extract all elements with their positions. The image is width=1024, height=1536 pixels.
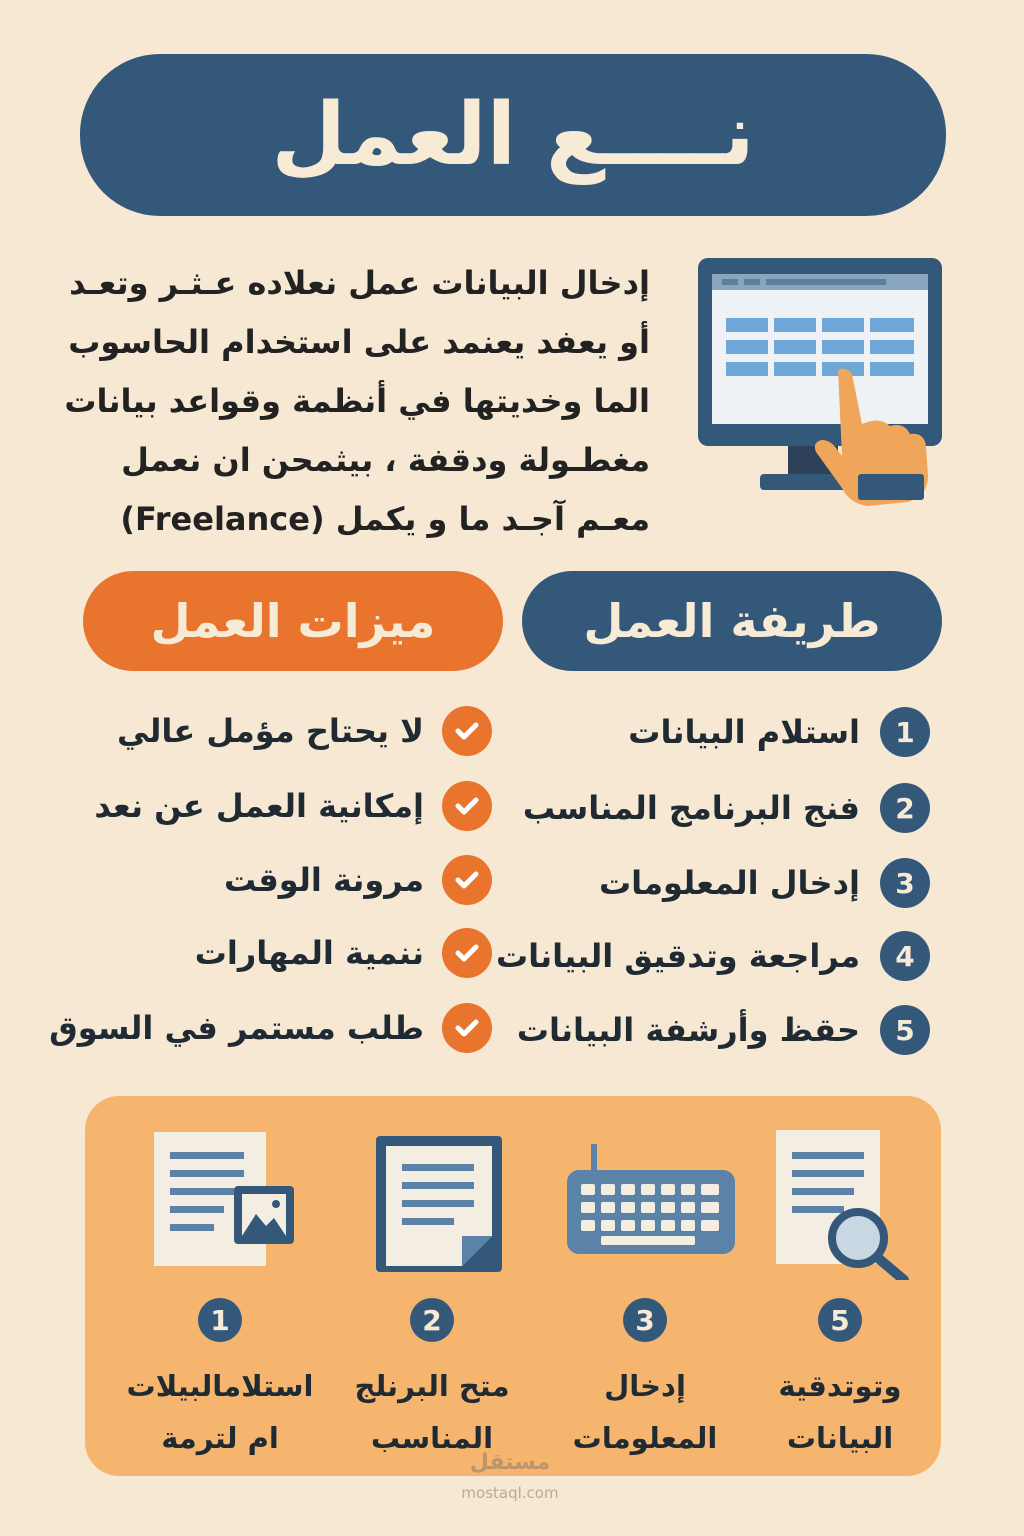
checkmark-icon <box>442 855 492 905</box>
keyboard-icon <box>545 1130 745 1280</box>
step-label: استلام البيانات <box>628 713 860 751</box>
step-number-badge: 3 <box>880 858 930 908</box>
feature-label: لا يحتاح مؤمل عالي <box>117 712 424 750</box>
checkmark-icon <box>442 1003 492 1053</box>
step-number-badge: 5 <box>880 1005 930 1055</box>
feature-label: مرونة الوقت <box>223 861 424 899</box>
watermark-logo: مستقل <box>469 1450 551 1475</box>
intro-line: معـم آجـد ما و يكمل (Freelance) <box>120 500 650 538</box>
process-step-line: إدخال <box>604 1369 686 1403</box>
feature-item <box>52 781 492 831</box>
step-item <box>495 931 930 981</box>
feature-item <box>52 928 492 978</box>
step-label: إدخال المعلومات <box>599 864 860 902</box>
step-item <box>510 783 930 833</box>
step-item <box>510 707 930 757</box>
intro-paragraph <box>64 254 650 549</box>
checkmark-icon <box>442 706 492 756</box>
feature-label: ننمية المهارات <box>194 934 424 972</box>
step-label: مراجعة وتدقيق البيانات <box>495 937 860 975</box>
feature-item <box>52 855 492 905</box>
feature-label: طلب مستمر في السوق <box>49 1009 424 1047</box>
step-item <box>510 858 930 908</box>
intro-line: مغطـولة ودقفة ، بيثمحن ان نعمل <box>121 441 650 479</box>
document-search-icon <box>740 1130 940 1280</box>
features-section-header: ميزات العمل <box>83 571 503 671</box>
step-label: فنج البرنامج المناسب <box>522 789 860 827</box>
process-step-line: متح البرنلج <box>354 1369 510 1403</box>
process-step-label <box>100 1360 340 1464</box>
computer-monitor-icon <box>688 252 950 512</box>
process-step-line: وتوتدقية <box>778 1369 902 1403</box>
step-number-badge: 2 <box>880 783 930 833</box>
document-icon <box>332 1130 532 1280</box>
step-item <box>510 1005 930 1055</box>
title-banner <box>80 54 946 216</box>
process-step-card <box>740 1130 940 1470</box>
feature-item <box>52 706 492 756</box>
method-section-header: طريفة العمل <box>522 571 942 671</box>
feature-item <box>49 1003 492 1053</box>
step-number-badge: 1 <box>880 707 930 757</box>
intro-line: أو يعفد يعنمد على استخدام الحاسوب <box>68 323 650 361</box>
step-label: حقظ وأرشفة البيانات <box>516 1011 860 1049</box>
checkmark-icon <box>442 781 492 831</box>
process-step-line: استلامالبيلات <box>126 1369 314 1403</box>
process-step-card <box>120 1130 320 1470</box>
process-step-label <box>720 1360 960 1464</box>
page-title: نــــع العمل <box>271 85 755 185</box>
process-step-number: 1 <box>198 1298 242 1342</box>
process-step-number: 5 <box>818 1298 862 1342</box>
process-step-card <box>545 1130 745 1470</box>
checkmark-icon <box>442 928 492 978</box>
process-step-line: المناسب <box>370 1421 494 1455</box>
document-image-icon <box>120 1130 320 1280</box>
intro-line: الما وخديتها في أنظمة وقواعد بيانات <box>64 382 650 420</box>
process-step-line: ام لترمة <box>161 1421 279 1455</box>
process-step-line: المعلومات <box>572 1421 718 1455</box>
step-number-badge: 4 <box>880 931 930 981</box>
watermark-url: mostaql.com <box>461 1484 559 1502</box>
intro-line: إدخال البيانات عمل نعلاده عـثـر وتعـد <box>69 264 650 302</box>
feature-label: إمكانية العمل عن نعد <box>94 787 424 825</box>
process-step-number: 3 <box>623 1298 667 1342</box>
process-step-card <box>332 1130 532 1470</box>
process-step-line: البيانات <box>786 1421 894 1455</box>
process-step-number: 2 <box>410 1298 454 1342</box>
process-step-label <box>312 1360 552 1464</box>
